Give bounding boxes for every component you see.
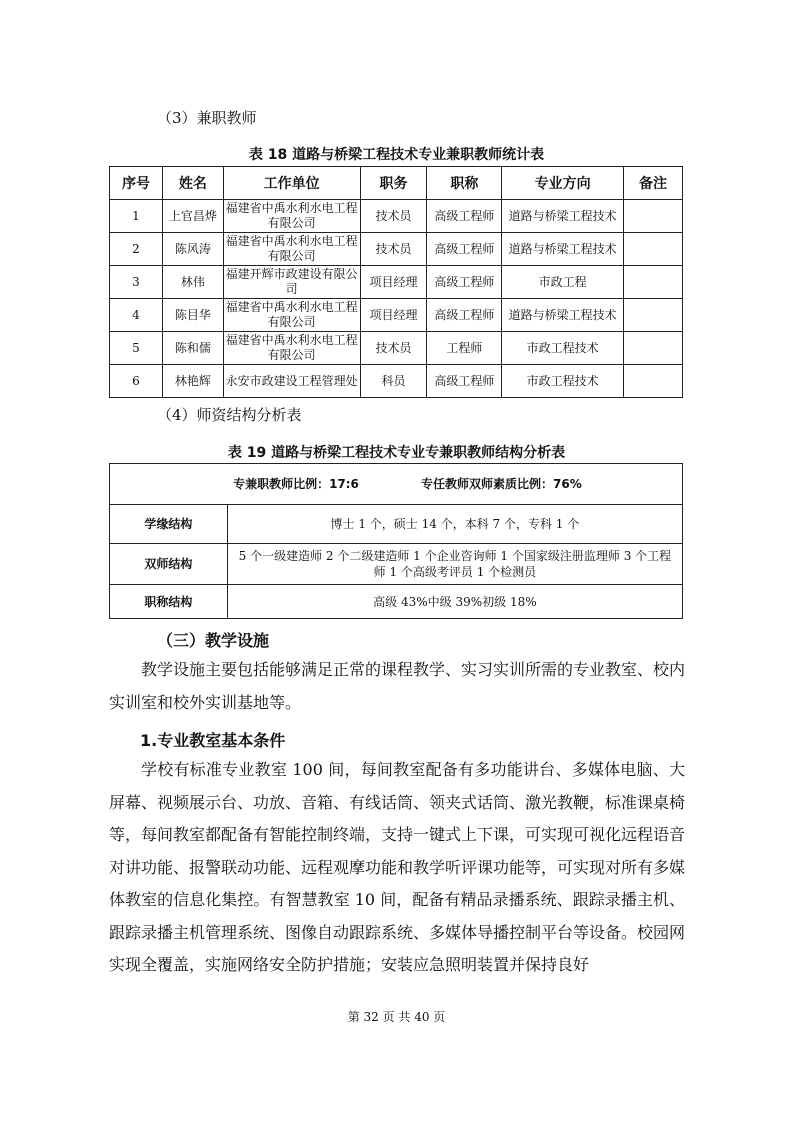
cell-specialty: 道路与桥梁工程技术 bbox=[502, 200, 624, 233]
cell-title: 高级工程师 bbox=[427, 200, 502, 233]
ratio-cell bbox=[110, 464, 683, 505]
cell-remarks bbox=[624, 266, 683, 299]
table-row bbox=[110, 200, 683, 233]
cell-title: 高级工程师 bbox=[427, 365, 502, 398]
cell-position: 科员 bbox=[360, 365, 427, 398]
cell-name: 陈目华 bbox=[162, 299, 223, 332]
cell-employer: 永安市政建设工程管理处 bbox=[223, 365, 360, 398]
cell-name: 陈和儒 bbox=[162, 332, 223, 365]
header-specialty: 专业方向 bbox=[502, 167, 624, 200]
cell-name: 上官昌烨 bbox=[162, 200, 223, 233]
cell-position: 技术员 bbox=[360, 332, 427, 365]
heading-classroom-conditions: 1.专业教室基本条件 bbox=[140, 731, 286, 750]
cell-position: 项目经理 bbox=[360, 299, 427, 332]
cell-position: 技术员 bbox=[360, 233, 427, 266]
table-row bbox=[110, 544, 683, 585]
facilities-paragraph: 教学设施主要包括能够满足正常的课程教学、实习实训所需的专业教室、校内实训室和校外实训基地等。 bbox=[109, 660, 686, 712]
table18-caption: 表 18 道路与桥梁工程技术专业兼职教师统计表 bbox=[248, 147, 545, 163]
table-row bbox=[110, 505, 683, 544]
cell-title: 高级工程师 bbox=[427, 266, 502, 299]
cell-specialty: 市政工程 bbox=[502, 266, 624, 299]
table-row bbox=[110, 332, 683, 365]
row-label: 职称结构 bbox=[110, 585, 228, 619]
cell-index: 3 bbox=[110, 266, 163, 299]
header-position: 职务 bbox=[360, 167, 427, 200]
cell-title: 高级工程师 bbox=[427, 233, 502, 266]
cell-remarks bbox=[624, 365, 683, 398]
ratio-row bbox=[110, 464, 683, 505]
page-number: 第 32 页 共 40 页 bbox=[347, 1010, 446, 1024]
header-employer: 工作单位 bbox=[223, 167, 360, 200]
faculty-structure-table bbox=[109, 463, 683, 619]
part-time-ratio: 专兼职教师比例：17:6 bbox=[233, 477, 359, 491]
heading-teaching-facilities: （三）教学设施 bbox=[157, 631, 270, 650]
cell-remarks bbox=[624, 200, 683, 233]
header-remarks: 备注 bbox=[624, 167, 683, 200]
cell-index: 1 bbox=[110, 200, 163, 233]
table-row bbox=[110, 365, 683, 398]
cell-specialty: 市政工程技术 bbox=[502, 332, 624, 365]
cell-specialty: 市政工程技术 bbox=[502, 365, 624, 398]
cell-name: 陈风涛 bbox=[162, 233, 223, 266]
cell-position: 项目经理 bbox=[360, 266, 427, 299]
table19-caption: 表 19 道路与桥梁工程技术专业专兼职教师结构分析表 bbox=[227, 445, 566, 461]
table-row bbox=[110, 585, 683, 619]
cell-employer: 福建开辉市政建设有限公司 bbox=[223, 266, 360, 299]
table-header-row bbox=[110, 167, 683, 200]
section-heading-faculty-structure: （4）师资结构分析表 bbox=[157, 406, 302, 424]
classroom-paragraph: 学校有标准专业教室 100 间，每间教室配备有多功能讲台、多媒体电脑、大屏幕、视频展示台、功放、音箱、有线话筒、领夹式话筒、激光教鞭，标准课桌椅等，每间教室都配备有智能控制终端，支持一键式上下课，可实现可视化远程语音对讲功能、报警联动功能、远程观摩功能和教学听评课功能等，可实现对所有多媒体教室的信息化集控。有智慧教室 10 间，配备有精品录播系统、跟踪录播主机、跟踪录播主机管理系统、图像自动跟踪系统、多媒体导播控制平台等设备。校园网实现全覆盖，实施网络安全防护措施；安装应急照明装置并保持良好 bbox=[109, 760, 686, 974]
row-value: 5 个一级建造师 2 个二级建造师 1 个企业咨询师 1 个国家级注册监理师 3 个工程师 1 个高级考评员 1 个检测员 bbox=[227, 544, 682, 585]
cell-position: 技术员 bbox=[360, 200, 427, 233]
row-label: 双师结构 bbox=[110, 544, 228, 585]
cell-title: 高级工程师 bbox=[427, 299, 502, 332]
cell-index: 4 bbox=[110, 299, 163, 332]
cell-specialty: 道路与桥梁工程技术 bbox=[502, 299, 624, 332]
part-time-teachers-table bbox=[109, 166, 683, 398]
cell-employer: 福建省中禹水利水电工程有限公司 bbox=[223, 332, 360, 365]
cell-index: 5 bbox=[110, 332, 163, 365]
row-label: 学缘结构 bbox=[110, 505, 228, 544]
header-index: 序号 bbox=[110, 167, 163, 200]
dual-qualified-ratio: 专任教师双师素质比例：76% bbox=[421, 477, 582, 491]
table-row bbox=[110, 233, 683, 266]
cell-employer: 福建省中禹水利水电工程有限公司 bbox=[223, 200, 360, 233]
section-heading-part-time-teachers: （3）兼职教师 bbox=[157, 109, 257, 127]
row-value: 博士 1 个，硕士 14 个，本科 7 个，专科 1 个 bbox=[227, 505, 682, 544]
row-value: 高级 43%中级 39%初级 18% bbox=[227, 585, 682, 619]
cell-specialty: 道路与桥梁工程技术 bbox=[502, 233, 624, 266]
header-name: 姓名 bbox=[162, 167, 223, 200]
cell-remarks bbox=[624, 299, 683, 332]
cell-name: 林艳辉 bbox=[162, 365, 223, 398]
cell-name: 林伟 bbox=[162, 266, 223, 299]
cell-remarks bbox=[624, 332, 683, 365]
table-row bbox=[110, 266, 683, 299]
cell-employer: 福建省中禹水利水电工程有限公司 bbox=[223, 299, 360, 332]
cell-employer: 福建省中禹水利水电工程有限公司 bbox=[223, 233, 360, 266]
table-row bbox=[110, 299, 683, 332]
cell-index: 6 bbox=[110, 365, 163, 398]
cell-index: 2 bbox=[110, 233, 163, 266]
cell-title: 工程师 bbox=[427, 332, 502, 365]
header-title: 职称 bbox=[427, 167, 502, 200]
cell-remarks bbox=[624, 233, 683, 266]
